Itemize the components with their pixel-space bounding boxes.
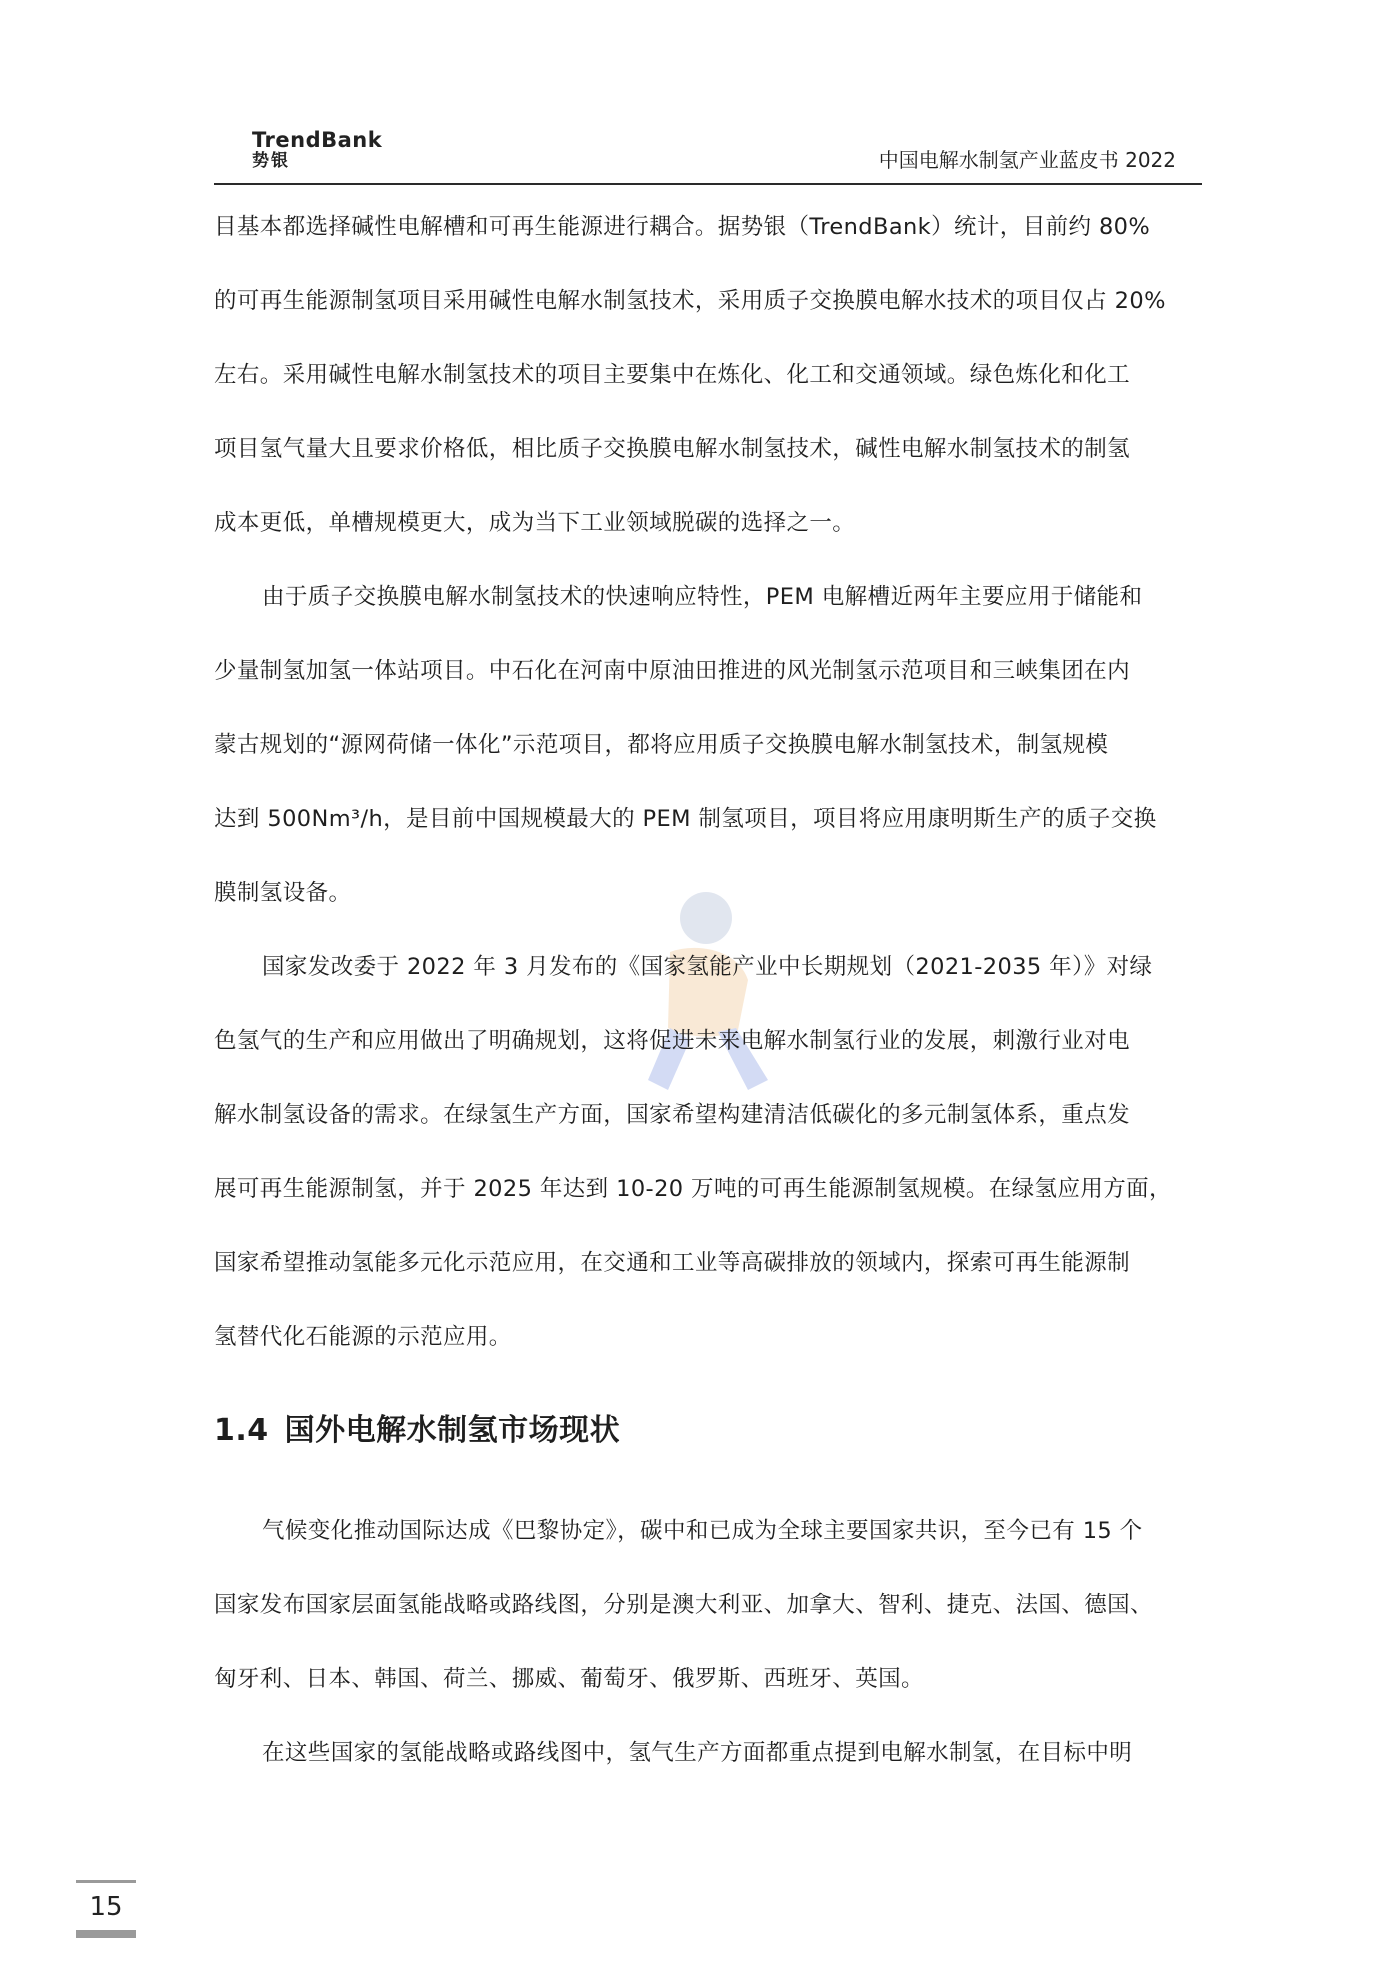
text-line: 色氢气的生产和应用做出了明确规划，这将促进未来电解水制氢行业的发展，刺激行业对电 — [214, 1028, 1131, 1054]
document-body — [214, 190, 1204, 1790]
text-line: 在这些国家的氢能战略或路线图中，氢气生产方面都重点提到电解水制氢，在目标中明 — [262, 1740, 1133, 1766]
paragraph-4 — [214, 1494, 1204, 1716]
paragraph-2 — [214, 560, 1204, 930]
text-line: 国家发布国家层面氢能战略或路线图，分别是澳大利亚、加拿大、智利、捷克、法国、德国、 — [214, 1592, 1153, 1618]
trendbank-logo — [252, 130, 382, 170]
text-line: 解水制氢设备的需求。在绿氢生产方面，国家希望构建清洁低碳化的多元制氢体系，重点发 — [214, 1102, 1131, 1128]
text-line: 氢替代化石能源的示范应用。 — [214, 1324, 512, 1350]
text-line: 左右。采用碱性电解水制氢技术的项目主要集中在炼化、化工和交通领域。绿色炼化和化工 — [214, 362, 1131, 388]
text-line: 膜制氢设备。 — [214, 880, 352, 906]
page-number-value: 15 — [89, 1892, 123, 1922]
logo-text-cn: 势银 — [252, 151, 290, 171]
text-line: 由于质子交换膜电解水制氢技术的快速响应特性，PEM 电解槽近两年主要应用于储能和 — [262, 584, 1143, 610]
paragraph-3 — [214, 930, 1204, 1374]
text-line: 气候变化推动国际达成《巴黎协定》，碳中和已成为全球主要国家共识，至今已有 15 个 — [262, 1518, 1143, 1544]
page-number-bar-bottom — [76, 1930, 136, 1938]
section-title: 国外电解水制氢市场现状 — [284, 1413, 621, 1448]
text-line: 蒙古规划的“源网荷储一体化”示范项目，都将应用质子交换膜电解水制氢技术，制氢规模 — [214, 732, 1109, 758]
text-line: 国家希望推动氢能多元化示范应用，在交通和工业等高碳排放的领域内，探索可再生能源制 — [214, 1250, 1131, 1276]
header-divider — [214, 183, 1202, 185]
paragraph-1 — [214, 190, 1204, 560]
page-header — [214, 126, 1202, 182]
text-line: 达到 500Nm³/h，是目前中国规模最大的 PEM 制氢项目，项目将应用康明斯生产的质子交换 — [214, 806, 1157, 832]
text-line: 的可再生能源制氢项目采用碱性电解水制氢技术，采用质子交换膜电解水技术的项目仅占 20% — [214, 288, 1166, 314]
logo-text-en: TrendBank — [252, 128, 383, 152]
text-line: 国家发改委于 2022 年 3 月发布的《国家氢能产业中长期规划（2021-2035 年）》对绿 — [262, 954, 1153, 980]
section-heading — [214, 1394, 1204, 1468]
text-line: 项目氢气量大且要求价格低，相比质子交换膜电解水制氢技术，碱性电解水制氢技术的制氢 — [214, 436, 1131, 462]
text-line: 匈牙利、日本、韩国、荷兰、挪威、葡萄牙、俄罗斯、西班牙、英国。 — [214, 1666, 924, 1692]
section-number: 1.4 — [214, 1413, 269, 1448]
paragraph-5 — [214, 1716, 1204, 1790]
text-line: 少量制氢加氢一体站项目。中石化在河南中原油田推进的风光制氢示范项目和三峡集团在内 — [214, 658, 1131, 684]
text-line: 目基本都选择碱性电解槽和可再生能源进行耦合。据势银（TrendBank）统计，目前约 80% — [214, 214, 1151, 240]
page-number — [76, 1880, 136, 1938]
document-title: 中国电解水制氢产业蓝皮书 2022 — [878, 148, 1176, 172]
page-number-bar-top — [76, 1880, 136, 1883]
text-line: 成本更低，单槽规模更大，成为当下工业领域脱碳的选择之一。 — [214, 510, 856, 536]
text-line: 展可再生能源制氢，并于 2025 年达到 10-20 万吨的可再生能源制氢规模。在绿氢应用方面， — [214, 1176, 1172, 1202]
